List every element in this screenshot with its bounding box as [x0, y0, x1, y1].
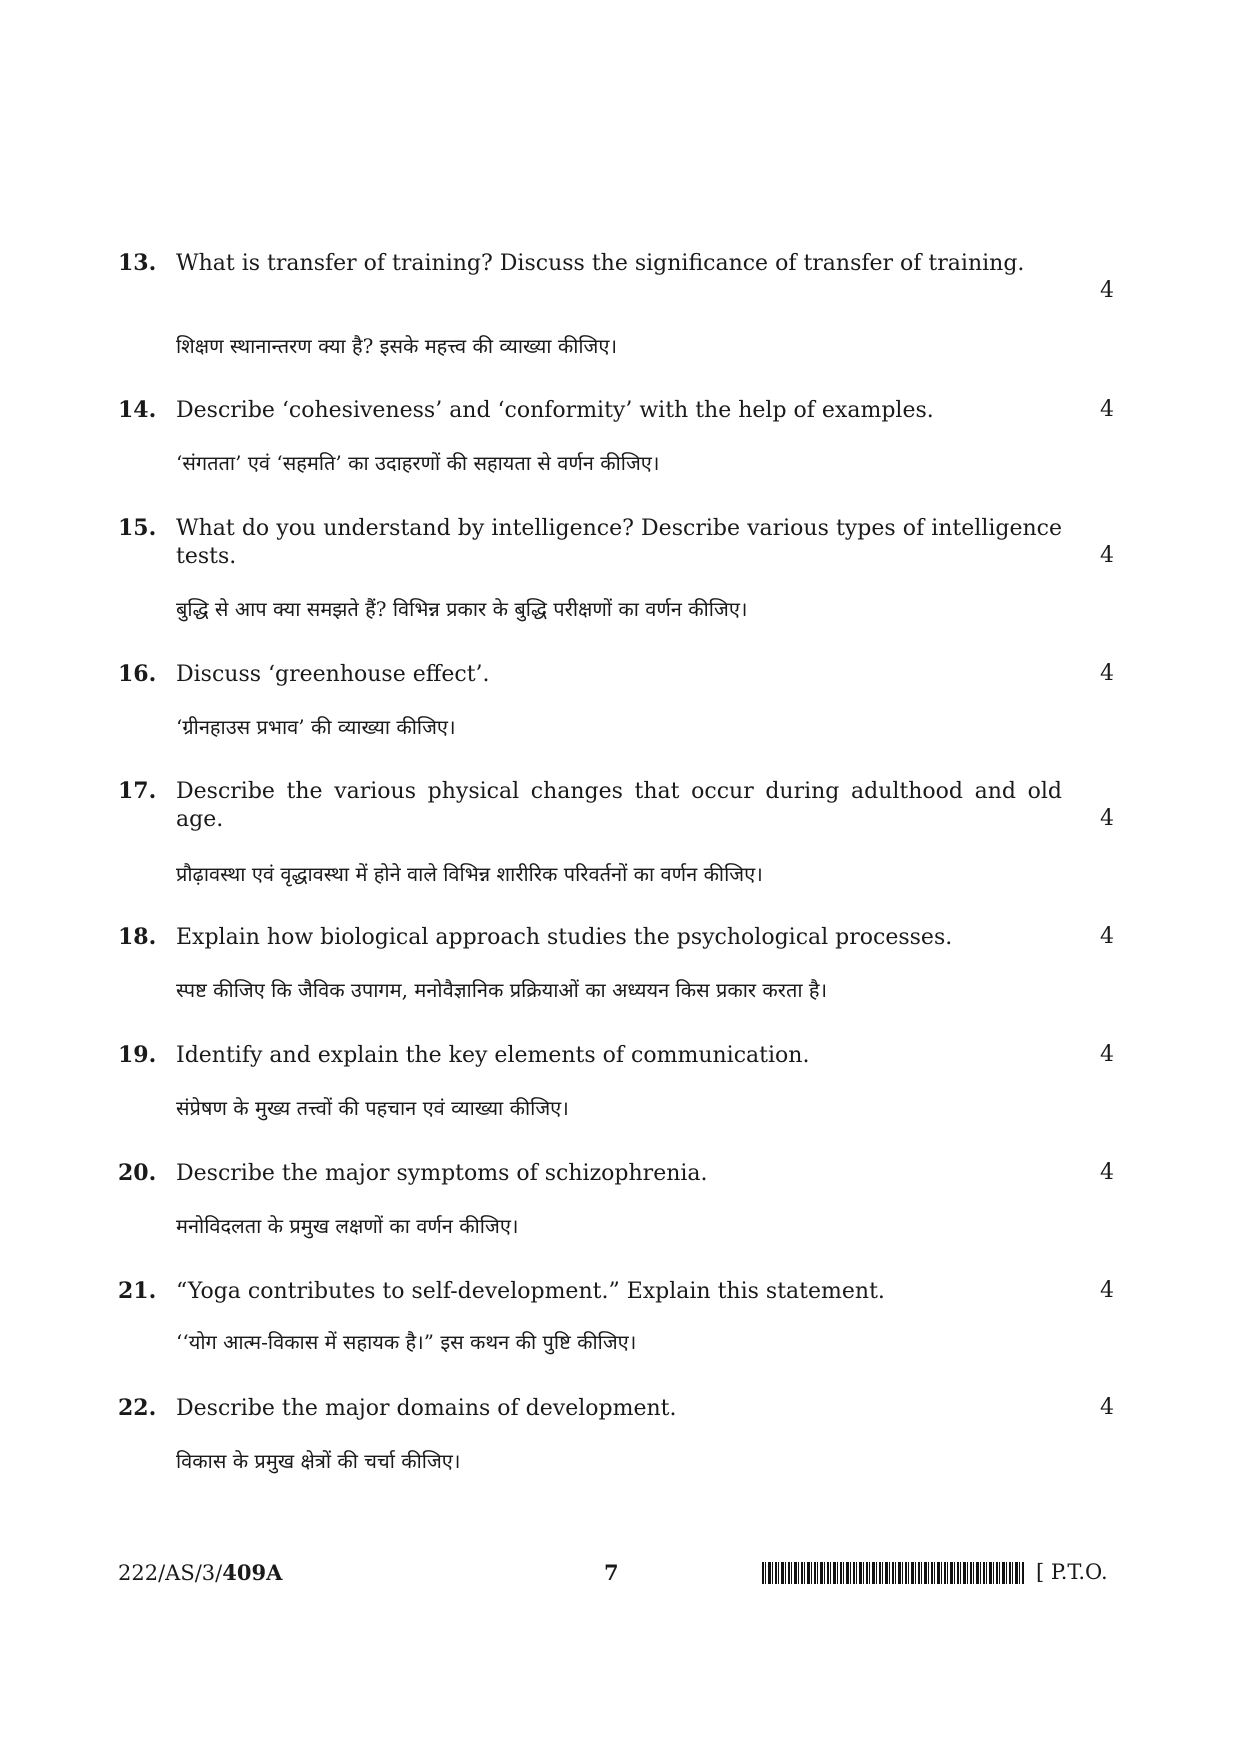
question-text-english: Describe the major symptoms of schizophrenia. — [176, 1161, 708, 1186]
question-number: 16. — [118, 661, 157, 687]
question-text-hindi: ‘संगतता’ एवं ‘सहमति’ का उदाहरणों की सहायता से वर्णन कीजिए। — [176, 451, 660, 475]
question-text-english: Describe ‘cohesiveness’ and ‘conformity’ with the help of examples. — [176, 398, 934, 423]
question-marks: 4 — [1100, 1160, 1114, 1185]
question-text-english: Describe the various physical changes that occur during adulthood and old age. — [176, 779, 1062, 832]
question-text-hindi: ‘ग्रीनहाउस प्रभाव’ की व्याख्या कीजिए। — [176, 715, 456, 739]
question-marks: 4 — [1100, 543, 1114, 568]
question-text-english: Discuss ‘greenhouse effect’. — [176, 662, 490, 687]
question-number: 17. — [118, 778, 157, 804]
question-text-hindi: शिक्षण स्थानान्तरण क्या है? इसके महत्त्व की व्याख्या कीजिए। — [176, 334, 618, 358]
question-text-english: Explain how biological approach studies the psychological processes. — [176, 925, 953, 950]
question-number: 20. — [118, 1160, 157, 1186]
question-marks: 4 — [1100, 1278, 1114, 1303]
question-text-english: What do you understand by intelligence? Describe various types of intelligence tests. — [176, 516, 1062, 569]
pto-label: [ P.T.O. — [1036, 1560, 1108, 1584]
question-text-hindi: प्रौढ़ावस्था एवं वृद्धावस्था में होने वाले विभिन्न शारीरिक परिवर्तनों का वर्णन कीजिए। — [176, 862, 763, 886]
question-text-hindi: संप्रेषण के मुख्य तत्त्वों की पहचान एवं व्याख्या कीजिए। — [176, 1096, 569, 1120]
question-number: 19. — [118, 1042, 157, 1068]
question-number: 15. — [118, 515, 157, 541]
question-text-english: Describe the major domains of development. — [176, 1396, 677, 1421]
question-marks: 4 — [1100, 278, 1114, 303]
question-text-hindi: स्पष्ट कीजिए कि जैविक उपागम, मनोवैज्ञानिक प्रक्रियाओं का अध्ययन किस प्रकार करता है। — [176, 978, 828, 1002]
question-text-english: “Yoga contributes to self-development.” Explain this statement. — [176, 1279, 885, 1304]
question-text-english: Identify and explain the key elements of communication. — [176, 1043, 810, 1068]
question-marks: 4 — [1100, 661, 1114, 686]
question-number: 22. — [118, 1395, 157, 1421]
question-text-hindi: विकास के प्रमुख क्षेत्रों की चर्चा कीजिए। — [176, 1449, 461, 1473]
paper-code: 222/AS/3/409A — [118, 1560, 283, 1585]
question-number: 13. — [118, 250, 157, 276]
question-number: 14. — [118, 397, 157, 423]
question-text-hindi: ‘‘योग आत्म-विकास में सहायक है।” इस कथन की पुष्टि कीजिए। — [176, 1330, 637, 1354]
question-marks: 4 — [1100, 397, 1114, 422]
question-number: 21. — [118, 1278, 157, 1304]
question-marks: 4 — [1100, 1042, 1114, 1067]
barcode — [762, 1562, 1024, 1584]
question-marks: 4 — [1100, 1395, 1114, 1420]
question-marks: 4 — [1100, 806, 1114, 831]
question-text-hindi: बुद्धि से आप क्या समझते हैं? विभिन्न प्रकार के बुद्धि परीक्षणों का वर्णन कीजिए। — [176, 597, 748, 621]
question-number: 18. — [118, 924, 157, 950]
page-number: 7 — [604, 1560, 619, 1585]
question-text-english: What is transfer of training? Discuss the significance of transfer of training. — [176, 251, 1025, 276]
question-marks: 4 — [1100, 924, 1114, 949]
question-text-hindi: मनोविदलता के प्रमुख लक्षणों का वर्णन कीजिए। — [176, 1214, 519, 1238]
